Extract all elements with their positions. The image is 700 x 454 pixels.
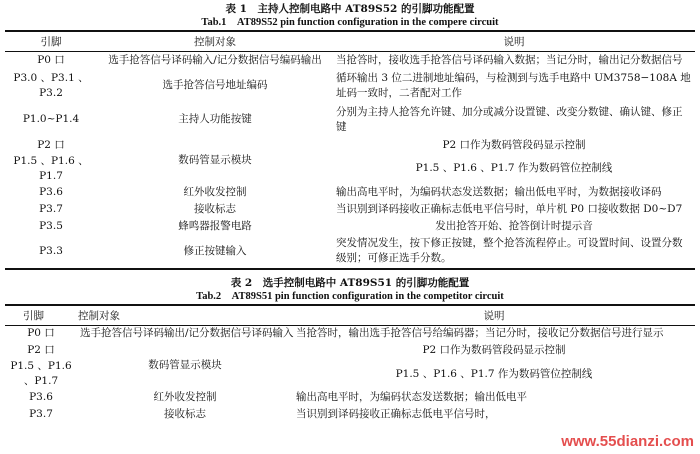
table-row (5, 406, 695, 423)
table1 (5, 30, 695, 270)
table2-header-target: 控制对象 (77, 305, 293, 326)
target-cell: 接收标志 (164, 408, 206, 420)
desc-cell: 输出高电平时，为编码状态发送数据；输出低电平 (296, 391, 527, 403)
table-row (5, 69, 695, 103)
pin-cell: P1.5 、P1.6 、P1.7 (10, 360, 72, 387)
table1-header-desc: 说明 (333, 31, 695, 52)
table-row (5, 52, 695, 69)
table2 (5, 304, 695, 424)
desc-cell: 当识别到译码接收正确标志低电平信号时， (296, 408, 496, 420)
desc-cell: P1.5 、P1.6 、P1.7 作为数码管位控制线 (415, 162, 613, 174)
target-cell: 修正按键输入 (97, 235, 333, 269)
target-cell: 接收标志 (194, 202, 236, 215)
table-row (5, 137, 695, 154)
pin-cell: P1.0~P1.4 (22, 113, 80, 125)
target-cell: 选手抢答信号译码输入/记分数据信号编码输出 (108, 53, 322, 66)
desc-cell: 突发情况发生，按下修正按键，整个抢答流程停止。可设置时间、设置分数级别；可修正选手分数。 (333, 235, 695, 269)
desc-cell: 分别为主持人抢答允许键、加分或减分设置键、改变分数键、确认键、修正键 (336, 105, 683, 133)
page (0, 2, 700, 454)
watermark-logo: www.55dianzi.com (561, 433, 694, 450)
target-cell: 选手抢答信号译码输出/记分数据信号译码输入 (80, 327, 294, 340)
table-row (5, 235, 695, 269)
desc-cell: 当抢答时，接收选手抢答信号译码输入数据；当记分时，输出记分数据信号 (336, 53, 683, 66)
target-cell: 主持人功能按键 (178, 113, 252, 125)
target-cell: 数码管显示模块 (178, 153, 252, 166)
table-row (5, 389, 695, 406)
desc-cell: 循环输出 3 位二进制地址编码，与检测到与选手电路中 UM3758−108A 地址码一致时，二者配对工作 (336, 71, 691, 99)
table-row (5, 342, 695, 359)
pin-cell: P1.5 、P1.6 、P1.7 (13, 154, 89, 182)
table-row (5, 103, 695, 137)
desc-cell: 当抢答时，输出选手抢答信号给编码器；当记分时，接收记分数据信号进行显示 (296, 327, 664, 340)
target-cell: 红外收发控制 (153, 391, 217, 403)
table2-header-pin: 引脚 (5, 305, 77, 326)
table2-header-desc: 说明 (293, 305, 695, 326)
table2-caption-en: Tab.2 AT89S51 pin function configuration in the competitor circuit (196, 290, 504, 302)
pin-cell: P3.6 (39, 185, 63, 198)
pin-cell: P3.7 (39, 202, 63, 215)
pin-cell: P0 口 (27, 327, 55, 340)
desc-cell: 当识别到译码接收正确标志低电平信号时，单片机 P0 口接收数据 D0~D7 (336, 202, 683, 215)
target-cell: 数码管显示模块 (148, 359, 222, 371)
pin-cell: P3.5 (39, 219, 63, 232)
desc-cell: P2 口作为数码管段码显示控制 (442, 138, 586, 151)
table1-caption-en: Tab.1 AT89S52 pin function configuration in the compere circuit (201, 17, 499, 28)
desc-cell: P1.5 、P1.6 、P1.7 作为数码管位控制线 (395, 367, 593, 380)
desc-cell: P2 口作为数码管段码显示控制 (422, 344, 566, 356)
table-row (5, 184, 695, 201)
table-row (5, 325, 695, 342)
pin-cell: P3.6 (29, 391, 53, 403)
target-cell: 红外收发控制 (183, 185, 247, 198)
pin-cell: P3.7 (29, 408, 53, 420)
pin-cell: P2 口 (27, 344, 55, 356)
table1-header-target: 控制对象 (97, 31, 333, 52)
table-row (5, 201, 695, 218)
desc-cell: 发出抢答开始、抢答倒计时提示音 (435, 219, 593, 232)
pin-cell: P2 口 (37, 138, 65, 151)
table1-caption-cn: 表 1 主持人控制电路中 AT89S52 的引脚功能配置 (225, 3, 475, 15)
table1-header-pin: 引脚 (5, 31, 97, 52)
target-cell: 选手抢答信号地址编码 (162, 79, 268, 91)
table-row (5, 218, 695, 235)
pin-cell: P3.3 (5, 235, 97, 269)
pin-cell: P3.0 、P3.1 、P3.2 (13, 71, 89, 99)
desc-cell: 输出高电平时，为编码状态发送数据；输出低电平时，为数据接收译码 (336, 185, 662, 198)
pin-cell: P0 口 (37, 53, 65, 66)
table2-caption-cn: 表 2 选手控制电路中 AT89S51 的引脚功能配置 (230, 276, 470, 289)
target-cell: 蜂鸣器报警电路 (178, 219, 252, 232)
